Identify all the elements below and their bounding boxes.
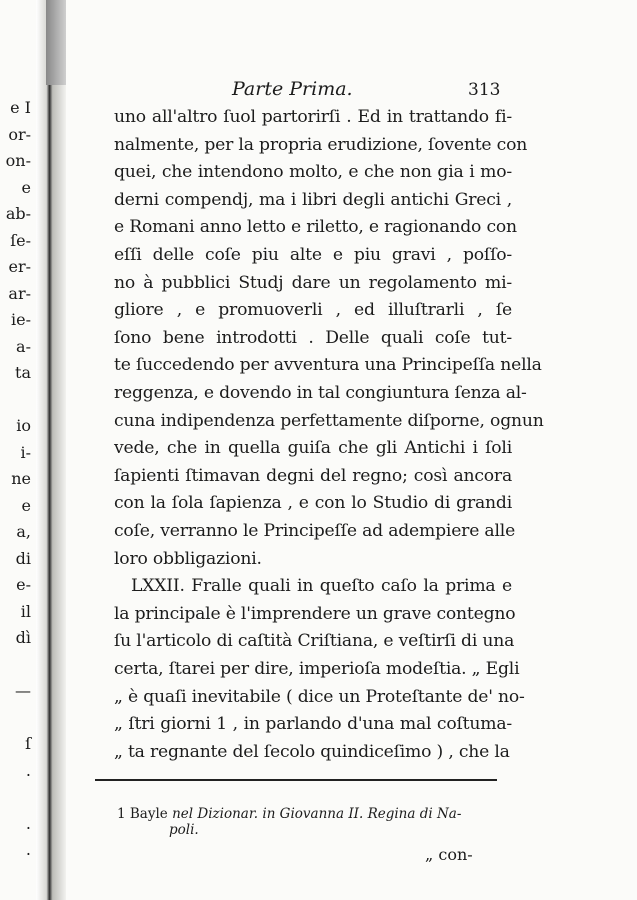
text-line: certa, ſtarei per dire, imperioſa modeſtia. „ Egli [114, 659, 520, 679]
text-line: la principale è l'imprendere un grave contegno [114, 603, 516, 624]
margin-fragment: di [15, 548, 31, 568]
margin-fragment: i- [20, 442, 31, 462]
margin-fragment: . [25, 813, 31, 833]
text-line: quei, che intendono molto, e che non gia i mo- [114, 162, 512, 183]
margin-fragment: ſe- [10, 230, 31, 250]
text-line: reggenza, e dovendo in tal congiuntura ſenza al- [114, 383, 527, 403]
text-line: con la ſola ſapienza , e con lo Studio di grandi [114, 493, 512, 514]
margin-fragment: ie- [11, 310, 31, 329]
text-line: te ſuccedendo per avventura una Principeſſa nella [114, 355, 542, 376]
text-line: „ ſtri giorni 1 , in parlando d'una mal coſtuma- [114, 714, 512, 735]
margin-fragment: dì [15, 628, 31, 647]
footnote-citation: nel Dizionar. in Giovanna II. Regina di Na- [172, 806, 462, 822]
margin-fragment: il [20, 601, 31, 621]
footnote-rule [95, 779, 497, 781]
text-line: nalmente, per la propria erudizione, ſovente con [114, 134, 528, 155]
running-title: Parte Prima. [232, 78, 353, 100]
text-line: cuna indipendenza perfettamente diſporne, ognun [114, 410, 544, 431]
margin-fragment: . [25, 760, 31, 780]
text-line: e Romani anno letto e riletto, e ragionando con [114, 217, 517, 238]
margin-fragment: on- [5, 151, 31, 170]
text-line: uno all'altro ſuol partorirſi . Ed in trattando fi- [114, 107, 512, 127]
margin-fragment: e [21, 495, 31, 515]
margin-fragment: a- [16, 336, 31, 356]
page-number: 313 [468, 80, 501, 100]
text-line: gliore , e promuoverli , ed illuſtrarli , ſe [114, 300, 512, 321]
text-line: loro obbligazioni. [114, 548, 262, 569]
page-gutter-shadow [36, 0, 66, 900]
footnote-author: Bayle [129, 806, 168, 822]
text-line: coſe, verranno le Principeſſe ad adempiere alle [114, 521, 516, 541]
margin-fragment: er- [8, 257, 31, 276]
margin-fragment: ſ [25, 734, 31, 753]
margin-fragment: ne [11, 469, 31, 488]
text-line: ſu l'articolo di caſtità Criſtiana, e veſtirſi di una [114, 631, 515, 652]
catchword: „ con- [425, 845, 473, 864]
margin-fragment: ab- [5, 204, 31, 223]
text-line: vede, che in quella guiſa che gli Antichi i ſoli [114, 438, 512, 459]
margin-fragment: or- [8, 124, 31, 144]
margin-fragment: . [25, 840, 31, 859]
margin-fragment: io [16, 416, 31, 435]
text-line: LXXII. Fralle quali in queſto caſo la prima e [131, 576, 512, 597]
page-header [0, 78, 637, 104]
text-line: ſono bene introdotti . Delle quali coſe tut- [114, 327, 512, 348]
margin-fragment: — [15, 681, 31, 700]
margin-fragment: a, [16, 522, 31, 541]
margin-fragment: e- [16, 575, 31, 594]
text-line: „ ta regnante del ſecolo quindiceſimo ) , che la [114, 741, 510, 762]
margin-fragment: e [21, 177, 31, 197]
binding-edge [46, 0, 66, 85]
text-line: ſapienti ſtimavan degni del regno; così ancora [114, 465, 512, 486]
footnote-marker: 1 [117, 806, 126, 822]
text-line: „ è quaſi inevitabile ( dice un Proteſtante de' no- [114, 686, 525, 707]
text-line: no à pubblici Studj dare un regolamento mi- [114, 272, 512, 293]
text-line: eſſi delle coſe piu alte e piu gravi , poſſo- [114, 245, 512, 265]
text-line: derni compendj, ma i libri degli antichi Greci , [114, 189, 512, 210]
footnote-continuation: poli. [169, 822, 199, 838]
margin-fragment: ta [15, 363, 31, 382]
footnote [117, 806, 509, 838]
margin-fragment: e I [10, 98, 31, 117]
margin-fragment: ar- [8, 283, 31, 303]
